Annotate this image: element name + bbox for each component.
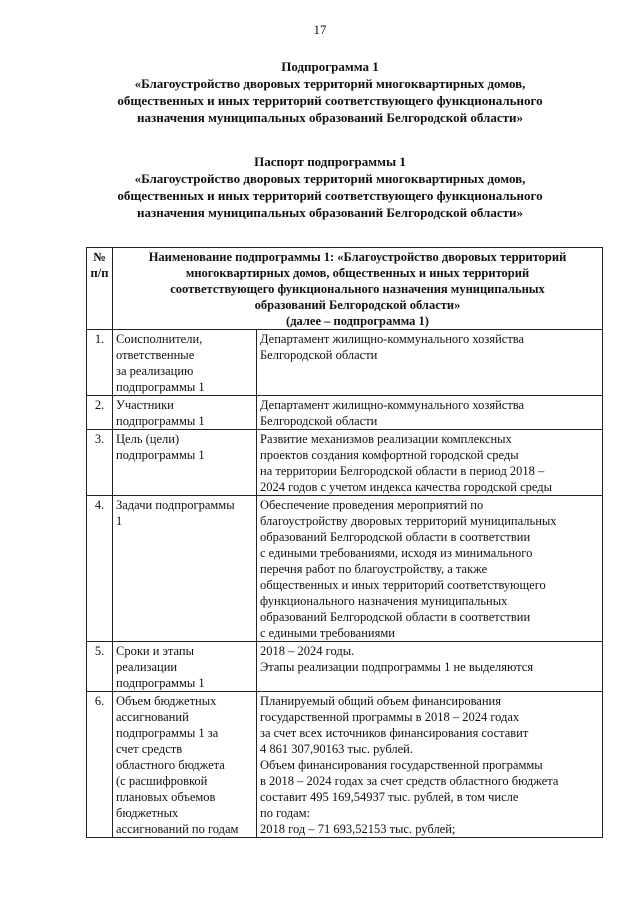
cell-line: подпрограммы 1 — [116, 414, 205, 428]
row-name — [113, 692, 257, 838]
passport-heading-line: назначения муниципальных образований Белгородской области» — [137, 205, 523, 220]
cell-line: Задачи подпрограммы — [116, 498, 235, 512]
header-title-line: многоквартирных домов, общественных и иных территорий — [185, 266, 530, 280]
table-row — [87, 496, 603, 642]
row-value — [257, 330, 603, 396]
row-name — [113, 430, 257, 496]
table-row — [87, 396, 603, 430]
header-number-line: № — [93, 250, 106, 264]
header-title-line: соответствующего функционального назначения муниципальных — [170, 282, 545, 296]
cell-line: ответственные — [116, 348, 195, 362]
row-name — [113, 642, 257, 692]
cell-line: образований Белгородской области в соответствии — [260, 530, 531, 544]
cell-line: счет средств — [116, 742, 183, 756]
cell-line: подпрограммы 1 — [116, 676, 205, 690]
cell-line: Белгородской области — [260, 414, 378, 428]
cell-line: Департамент жилищно-коммунального хозяйства — [260, 332, 525, 346]
cell-line: ассигнований по годам — [116, 822, 239, 836]
row-value — [257, 396, 603, 430]
header-title-line: Наименование подпрограммы 1: «Благоустройство дворовых территорий — [148, 250, 567, 264]
cell-line: Обеспечение проведения мероприятий по — [260, 498, 484, 512]
cell-line: Соисполнители, — [116, 332, 203, 346]
cell-line: за реализацию — [116, 364, 194, 378]
cell-line: Этапы реализации подпрограммы 1 не выделяются — [260, 660, 534, 674]
cell-line: плановых объемов — [116, 790, 216, 804]
cell-line: с едиными требованиями — [260, 626, 395, 640]
cell-line: Белгородской области — [260, 348, 378, 362]
passport-heading — [60, 153, 600, 221]
row-value — [257, 642, 603, 692]
cell-line: бюджетных — [116, 806, 179, 820]
table-row — [87, 692, 603, 838]
row-name — [113, 330, 257, 396]
header-title-cell — [113, 248, 603, 330]
cell-line: составит 495 169,54937 тыс. рублей, в том числе — [260, 790, 519, 804]
header-number-cell — [87, 248, 113, 330]
table-header-row — [87, 248, 603, 330]
cell-line: государственной программы в 2018 – 2024 годах — [260, 710, 520, 724]
header-title-line: образований Белгородской области» — [254, 298, 461, 312]
cell-line: ассигнований — [116, 710, 189, 724]
row-value — [257, 692, 603, 838]
cell-line: Объем финансирования государственной программы — [260, 758, 543, 772]
cell-line: за счет всех источников финансирования составит — [260, 726, 529, 740]
cell-line: (с расшифровкой — [116, 774, 208, 788]
header-title-line: (далее – подпрограмма 1) — [286, 314, 429, 328]
cell-line: Участники — [116, 398, 174, 412]
table-row — [87, 430, 603, 496]
cell-line: перечня работ по благоустройству, а также — [260, 562, 488, 576]
subprogram-heading-line: «Благоустройство дворовых территорий многоквартирных домов, — [134, 76, 526, 91]
cell-line: подпрограммы 1 — [116, 380, 205, 394]
table-row — [87, 642, 603, 692]
cell-line: Объем бюджетных — [116, 694, 217, 708]
cell-line: в 2018 – 2024 годах за счет средств областного бюджета — [260, 774, 559, 788]
row-number: 2. — [87, 396, 113, 430]
cell-line: 2018 – 2024 годы. — [260, 644, 355, 658]
cell-line: подпрограммы 1 — [116, 448, 205, 462]
passport-heading-line: Паспорт подпрограммы 1 — [254, 154, 406, 169]
cell-line: на территории Белгородской области в период 2018 – — [260, 464, 545, 478]
subprogram-heading-line: назначения муниципальных образований Белгородской области» — [137, 110, 523, 125]
subprogram-heading-line: общественных и иных территорий соответствующего функционального — [117, 93, 543, 108]
row-name — [113, 496, 257, 642]
row-number: 3. — [87, 430, 113, 496]
header-number-line: п/п — [90, 266, 109, 280]
cell-line: подпрограммы 1 за — [116, 726, 219, 740]
passport-heading-line: общественных и иных территорий соответствующего функционального — [117, 188, 543, 203]
cell-line: реализации — [116, 660, 178, 674]
passport-table — [86, 247, 603, 838]
cell-line: Планируемый общий объем финансирования — [260, 694, 501, 708]
cell-line: областного бюджета — [116, 758, 225, 772]
subprogram-heading — [60, 58, 600, 126]
subprogram-heading-line: Подпрограмма 1 — [281, 59, 379, 74]
cell-line: 1 — [116, 514, 123, 528]
table-row — [87, 330, 603, 396]
row-number: 6. — [87, 692, 113, 838]
cell-line: образований Белгородской области в соответствии — [260, 610, 531, 624]
cell-line: 2018 год – 71 693,52153 тыс. рублей; — [260, 822, 456, 836]
cell-line: общественных и иных территорий соответствующего — [260, 578, 546, 592]
cell-line: Цель (цели) — [116, 432, 180, 446]
cell-line: 2024 годов с учетом индекса качества городской среды — [260, 480, 553, 494]
passport-heading-line: «Благоустройство дворовых территорий многоквартирных домов, — [134, 171, 526, 186]
cell-line: Департамент жилищно-коммунального хозяйства — [260, 398, 525, 412]
row-number: 5. — [87, 642, 113, 692]
row-value — [257, 496, 603, 642]
cell-line: благоустройству дворовых территорий муниципальных — [260, 514, 557, 528]
page-number: 17 — [313, 22, 327, 37]
cell-line: Сроки и этапы — [116, 644, 194, 658]
row-number: 4. — [87, 496, 113, 642]
row-number: 1. — [87, 330, 113, 396]
row-value — [257, 430, 603, 496]
cell-line: Развитие механизмов реализации комплексных — [260, 432, 512, 446]
row-name — [113, 396, 257, 430]
cell-line: с едиными требованиями, исходя из минимального — [260, 546, 533, 560]
cell-line: проектов создания комфортной городской среды — [260, 448, 519, 462]
cell-line: по годам: — [260, 806, 311, 820]
cell-line: функционального назначения муниципальных — [260, 594, 508, 608]
cell-line: 4 861 307,90163 тыс. рублей. — [260, 742, 413, 756]
